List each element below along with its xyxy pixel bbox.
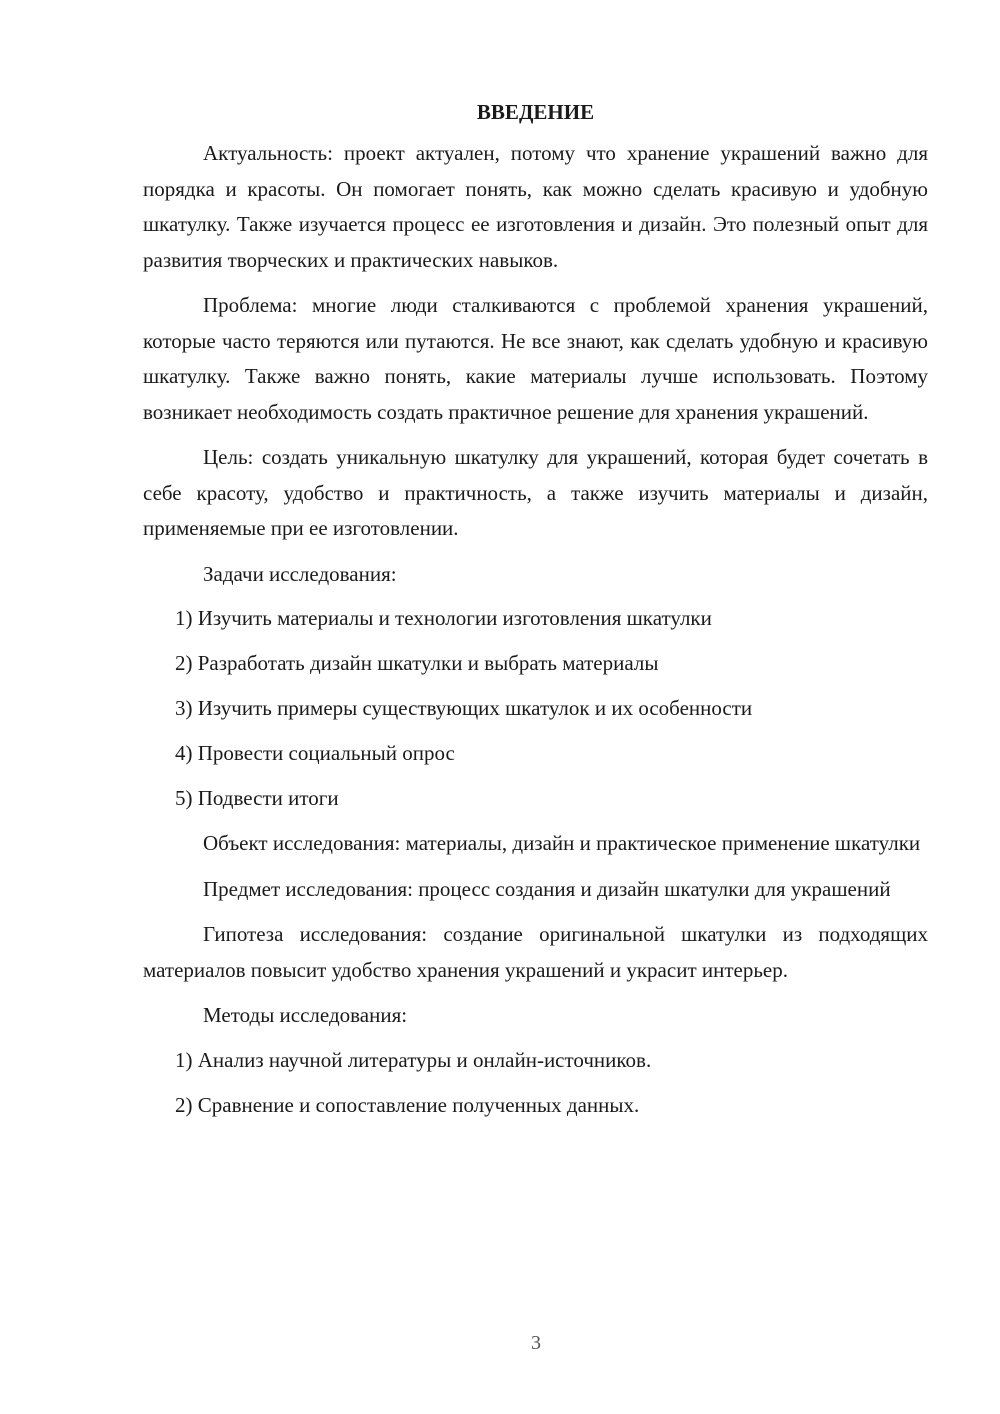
list-item: 1) Изучить материалы и технологии изготовления шкатулки (175, 606, 712, 630)
object-paragraph: Объект исследования: материалы, дизайн и практическое применение шкатулки (203, 831, 921, 855)
hypothesis-paragraph: Гипотеза исследования: создание оригинальной шкатулки из подходящих материалов повысит удобство хранения украшений и украсит интерьер. (143, 922, 928, 982)
list-item: 3) Изучить примеры существующих шкатулок и их особенности (175, 696, 753, 720)
page-content (143, 96, 928, 1133)
subject-paragraph: Предмет исследования: процесс создания и дизайн шкатулки для украшений (203, 876, 891, 901)
page-number: 3 (531, 1332, 541, 1354)
list-item: 1) Анализ научной литературы и онлайн-источников. (175, 1047, 652, 1072)
methods-list (143, 1043, 928, 1124)
list-item: 4) Провести социальный опрос (175, 741, 455, 765)
relevance-paragraph: Актуальность: проект актуален, потому что хранение украшений важно для порядка и красоты. Он помогает понять, как можно сделать красивую и удобную шкатулку. Также изучается процесс ее изготовления и дизайн. Это полезный опыт для развития творческих и практических навыков. (143, 141, 928, 272)
tasks-title: Задачи исследования: (203, 561, 397, 586)
tasks-list (143, 601, 928, 817)
methods-title: Методы исследования: (203, 1003, 408, 1027)
goal-paragraph: Цель: создать уникальную шкатулку для украшений, которая будет сочетать в себе красоту, удобство и практичность, а также изучить материалы и дизайн, применяемые при ее изготовлении. (143, 445, 928, 540)
list-item: 2) Сравнение и сопоставление полученных данных. (175, 1092, 640, 1117)
section-heading: ВВЕДЕНИЕ (476, 100, 595, 124)
list-item: 5) Подвести итоги (175, 786, 339, 810)
list-item: 2) Разработать дизайн шкатулки и выбрать материалы (175, 651, 659, 675)
problem-paragraph: Проблема: многие люди сталкиваются с проблемой хранения украшений, которые часто теряются или путаются. Не все знают, как сделать удобную и красивую шкатулку. Также важно понять, какие материалы лучше использовать. Поэтому возникает необходимость создать практичное решение для хранения украшений. (143, 293, 928, 424)
